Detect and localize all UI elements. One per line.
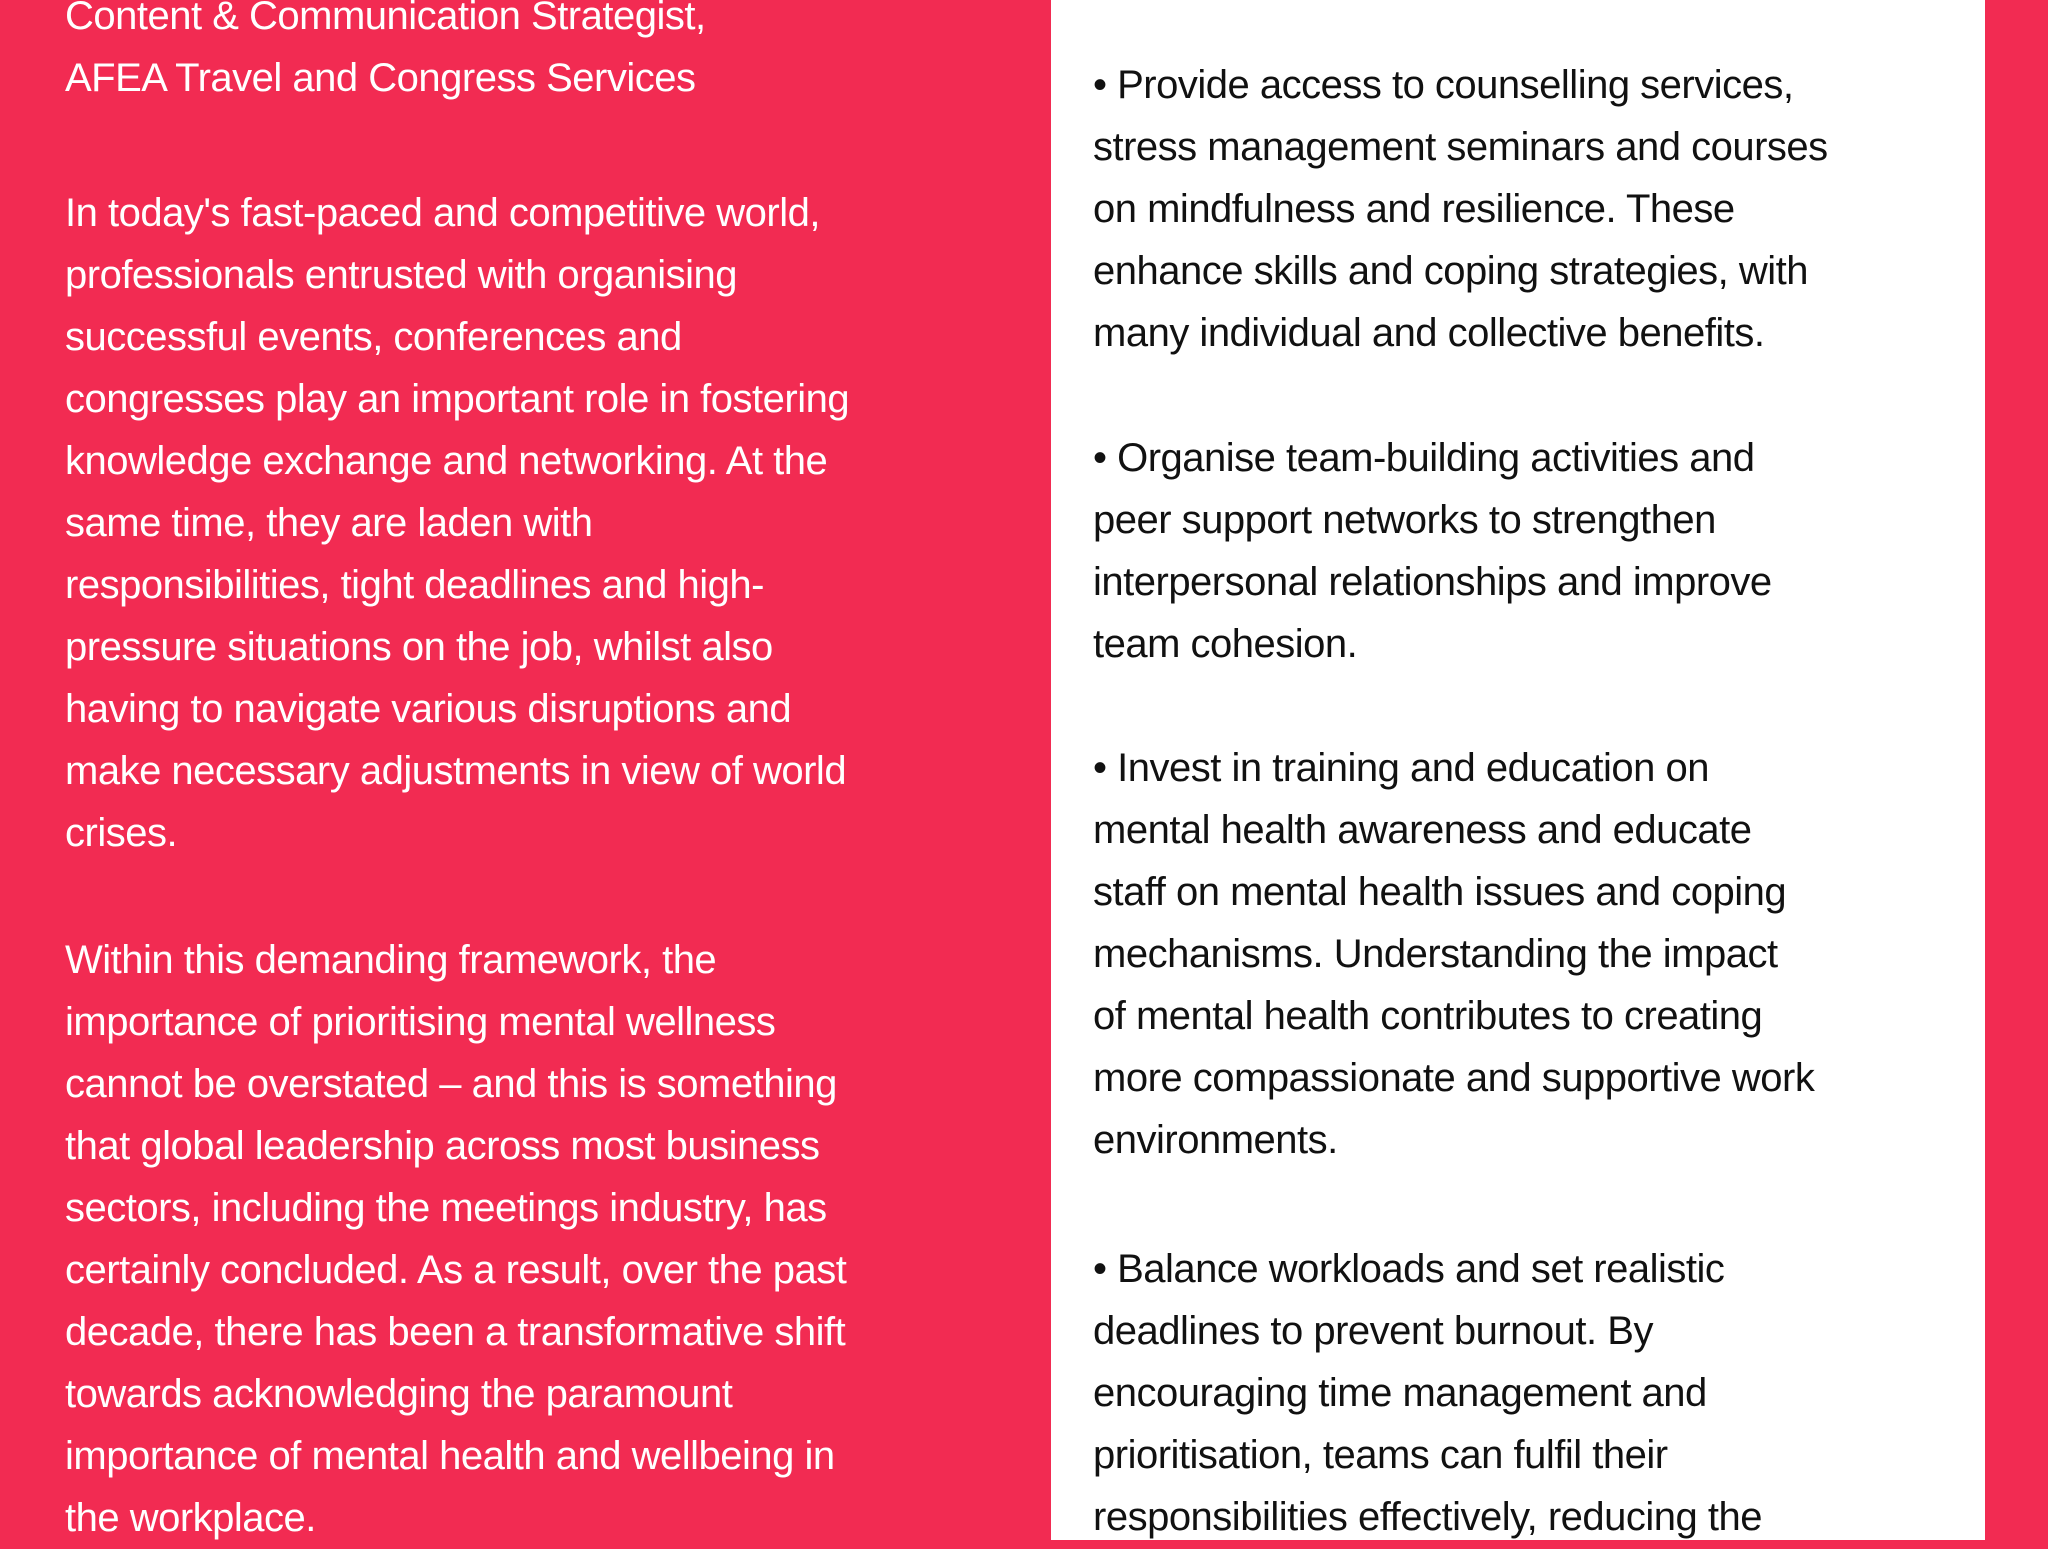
text-line: mechanisms. Understanding the impact [1093, 932, 1778, 976]
text-line: Within this demanding framework, the [65, 938, 717, 982]
text-line: knowledge exchange and networking. At the [65, 439, 828, 483]
text-line: cannot be overstated – and this is something [65, 1062, 837, 1106]
bullet-team-building [1093, 427, 1772, 675]
text-line: staff on mental health issues and coping [1093, 870, 1787, 914]
text-line: importance of mental health and wellbeing in [65, 1434, 835, 1478]
text-line: sectors, including the meetings industry, has [65, 1186, 827, 1230]
text-line: • Organise team-building activities and [1093, 436, 1755, 480]
text-line: AFEA Travel and Congress Services [65, 56, 696, 100]
bullet-training [1093, 737, 1814, 1171]
text-line: certainly concluded. As a result, over the past [65, 1248, 847, 1292]
intro-paragraph [65, 182, 849, 864]
framework-paragraph [65, 929, 846, 1549]
text-line: congresses play an important role in fostering [65, 377, 850, 421]
text-line: successful events, conferences and [65, 315, 682, 359]
text-line: the workplace. [65, 1496, 316, 1540]
text-line: same time, they are laden with [65, 501, 593, 545]
text-line: more compassionate and supportive work [1093, 1056, 1815, 1100]
text-line: that global leadership across most business [65, 1124, 820, 1168]
text-line: pressure situations on the job, whilst also [65, 625, 773, 669]
text-line: mental health awareness and educate [1093, 808, 1752, 852]
text-line: prioritisation, teams can fulfil their [1093, 1433, 1668, 1477]
bullet-counselling [1093, 54, 1828, 364]
text-line: peer support networks to strengthen [1093, 498, 1716, 542]
text-line: responsibilities effectively, reducing the [1093, 1495, 1762, 1539]
text-line: enhance skills and coping strategies, with [1093, 249, 1808, 293]
text-line: • Provide access to counselling services, [1093, 63, 1794, 107]
text-line: of mental health contributes to creating [1093, 994, 1763, 1038]
text-line: having to navigate various disruptions and [65, 687, 792, 731]
text-line: many individual and collective benefits. [1093, 311, 1765, 355]
bullet-workloads [1093, 1238, 1762, 1548]
text-line: interpersonal relationships and improve [1093, 560, 1772, 604]
text-line: crises. [65, 811, 178, 855]
text-line: environments. [1093, 1118, 1338, 1162]
text-line: Content & Communication Strategist, [65, 0, 706, 38]
text-line: make necessary adjustments in view of world [65, 749, 847, 793]
author-byline [65, 0, 706, 109]
text-line: decade, there has been a transformative shift [65, 1310, 846, 1354]
text-line: encouraging time management and [1093, 1371, 1707, 1415]
text-line: • Invest in training and education on [1093, 746, 1709, 790]
text-line: towards acknowledging the paramount [65, 1372, 733, 1416]
text-line: on mindfulness and resilience. These [1093, 187, 1735, 231]
text-line: team cohesion. [1093, 622, 1358, 666]
text-line: • Balance workloads and set realistic [1093, 1247, 1725, 1291]
text-line: deadlines to prevent burnout. By [1093, 1309, 1653, 1353]
text-line: professionals entrusted with organising [65, 253, 738, 297]
text-line: stress management seminars and courses [1093, 125, 1828, 169]
text-line: responsibilities, tight deadlines and high- [65, 563, 764, 607]
text-line: In today's fast-paced and competitive world, [65, 191, 820, 235]
text-line: importance of prioritising mental wellness [65, 1000, 776, 1044]
